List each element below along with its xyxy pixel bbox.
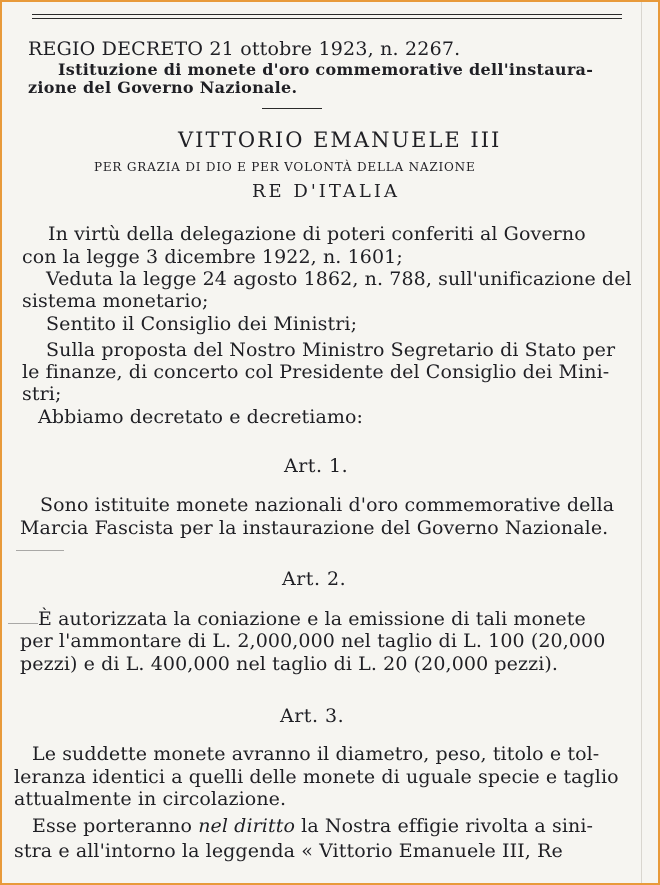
article-line: stra e all'intorno la leggenda « Vittorio Emanuele III, Re — [14, 840, 563, 862]
preamble-line: con la legge 3 dicembre 1922, n. 1601; — [22, 246, 403, 268]
preamble-line: Sentito il Consiglio dei Ministri; — [46, 313, 358, 335]
text-run: Esse porteranno — [32, 815, 199, 837]
article-line: attualmente in circolazione. — [14, 788, 287, 810]
preamble-line: Sulla proposta del Nostro Ministro Segretario di Stato per — [46, 339, 616, 361]
decree-subject-line-2: zione del Governo Nazionale. — [28, 78, 298, 97]
text-run: la Nostra effigie rivolta a sini- — [295, 815, 594, 837]
article-line: Sono istituite monete nazionali d'oro commemorative della — [40, 494, 615, 516]
preamble-line: sistema monetario; — [22, 290, 209, 312]
article-heading: Art. 2. — [282, 568, 347, 590]
italic-run: nel diritto — [198, 815, 295, 837]
article-line: per l'ammontare di L. 2,000,000 nel taglio di L. 100 (20,000 — [20, 630, 606, 652]
article-line: È autorizzata la coniazione e la emissione di tali monete — [38, 608, 586, 630]
separator-rule — [262, 108, 322, 109]
ink-smudge — [8, 623, 38, 624]
preamble-line: Veduta la legge 24 agosto 1862, n. 788, sull'unificazione del — [46, 268, 632, 290]
article-heading: Art. 1. — [284, 455, 349, 477]
king-name: VITTORIO EMANUELE III — [178, 128, 502, 152]
article-line: Marcia Fascista per la instaurazione del Governo Nazionale. — [20, 517, 609, 539]
preamble-line: stri; — [22, 383, 62, 405]
article-line-mixed — [32, 817, 593, 836]
preamble-line: le finanze, di concerto col Presidente del Consiglio dei Mini- — [22, 361, 610, 383]
top-rule — [32, 14, 622, 15]
article-line: Le suddette monete avranno il diametro, peso, titolo e tol- — [32, 743, 600, 765]
preamble-line: In virtù della delegazione di poteri conferiti al Governo — [48, 223, 586, 245]
top-rule-thin — [32, 18, 622, 19]
article-heading: Art. 3. — [280, 705, 345, 727]
preamble-line: Abbiamo decretato e decretiamo: — [38, 406, 364, 428]
decree-heading: REGIO DECRETO 21 ottobre 1923, n. 2267. — [28, 38, 461, 60]
article-line: leranza identici a quelli delle monete di uguale specie e taglio — [14, 766, 619, 788]
ink-smudge — [16, 550, 64, 551]
decree-subject-line-1: Istituzione di monete d'oro commemorative dell'instaura- — [58, 60, 594, 79]
grace-line: PER GRAZIA DI DIO E PER VOLONTÀ DELLA NAZIONE — [94, 160, 476, 174]
re-line: RE D'ITALIA — [252, 181, 400, 202]
article-line: pezzi) e di L. 400,000 nel taglio di L. 20 (20,000 pezzi). — [20, 653, 559, 675]
